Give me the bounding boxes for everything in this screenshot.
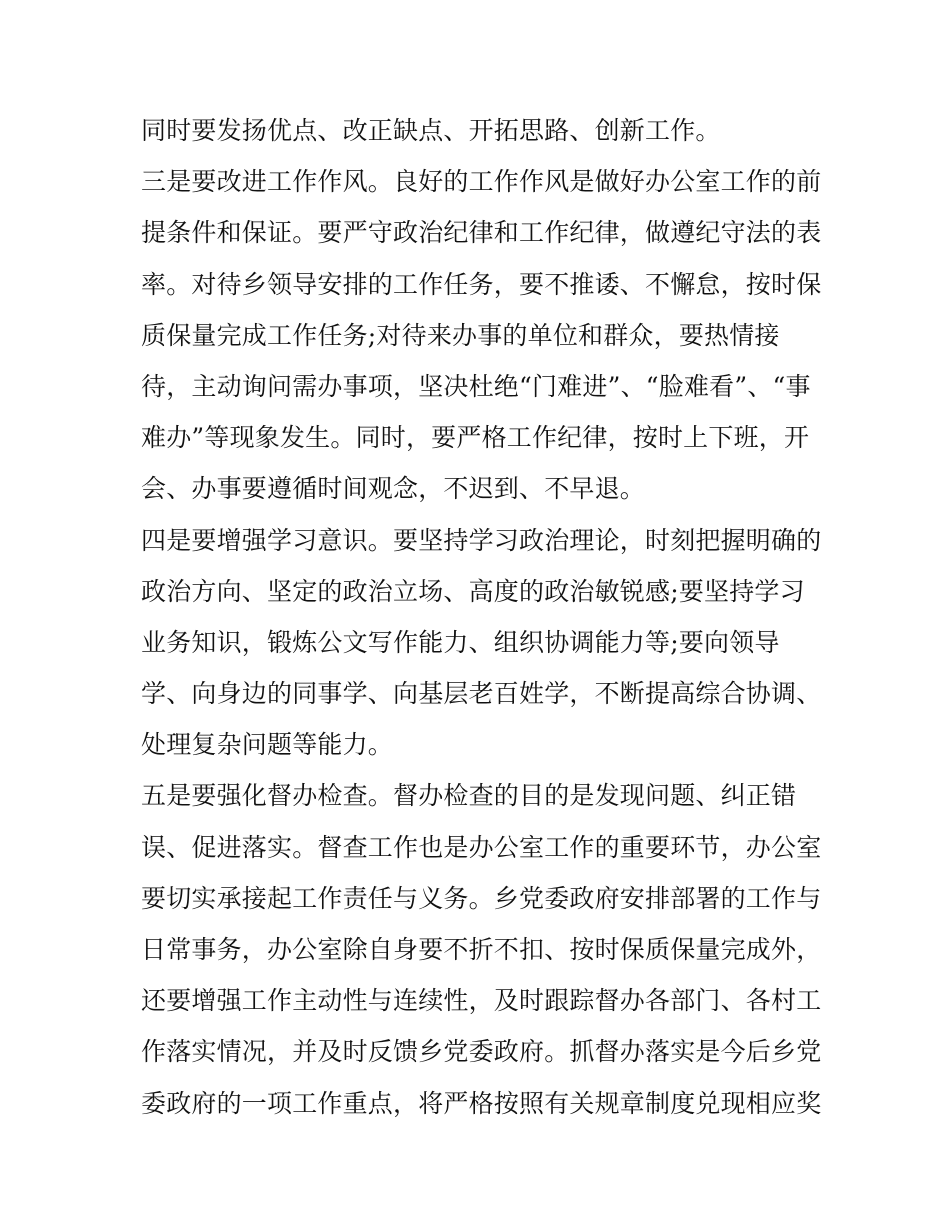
text-line: 会、办事要遵循时间观念，不迟到、不早退。 — [141, 474, 646, 504]
text-line: 难办”等现象发生。同时，要严格工作纪律，按时上下班，开 — [141, 423, 810, 453]
text-line: 五是要强化督办检查。督办检查的目的是发现问题、纠正错 — [141, 781, 797, 811]
text-line: 率。对待乡领导安排的工作任务，要不推诿、不懈怠，按时保 — [141, 269, 822, 299]
body-text — [141, 105, 821, 1129]
text-line: 学、向身边的同事学、向基层老百姓学，不断提高综合协调、 — [141, 679, 822, 709]
text-line: 要切实承接起工作责任与义务。乡党委政府安排部署的工作与 — [141, 883, 822, 913]
text-line: 四是要增强学习意识。要坚持学习政治理论，时刻把握明确的 — [141, 525, 822, 555]
text-line: 还要增强工作主动性与连续性，及时跟踪督办各部门、各村工 — [141, 986, 822, 1016]
text-line: 误、促进落实。督查工作也是办公室工作的重要环节，办公室 — [141, 832, 822, 862]
text-line: 日常事务，办公室除自身要不折不扣、按时保质保量完成外， — [141, 935, 822, 964]
text-line: 政治方向、坚定的政治立场、高度的政治敏锐感;要坚持学习 — [141, 576, 805, 606]
text-line: 质保量完成工作任务;对待来办事的单位和群众，要热情接 — [141, 320, 780, 350]
text-line: 处理复杂问题等能力。 — [141, 730, 394, 760]
text-line: 作落实情况，并及时反馈乡党委政府。抓督办落实是今后乡党 — [141, 1037, 822, 1067]
text-line: 业务知识，锻炼公文写作能力、组织协调能力等;要向领导 — [141, 627, 780, 657]
text-line: 委政府的一项工作重点，将严格按照有关规章制度兑现相应奖 — [141, 1088, 822, 1118]
text-line: 三是要改进工作作风。良好的工作作风是做好办公室工作的前 — [141, 167, 822, 197]
text-line: 提条件和保证。要严守政治纪律和工作纪律，做遵纪守法的表 — [141, 218, 822, 248]
text-line: 待，主动询问需办事项，坚决杜绝“门难进”、“脸难看”、“事 — [141, 371, 811, 401]
text-line: 同时要发扬优点、改正缺点、开拓思路、创新工作。 — [141, 116, 721, 145]
